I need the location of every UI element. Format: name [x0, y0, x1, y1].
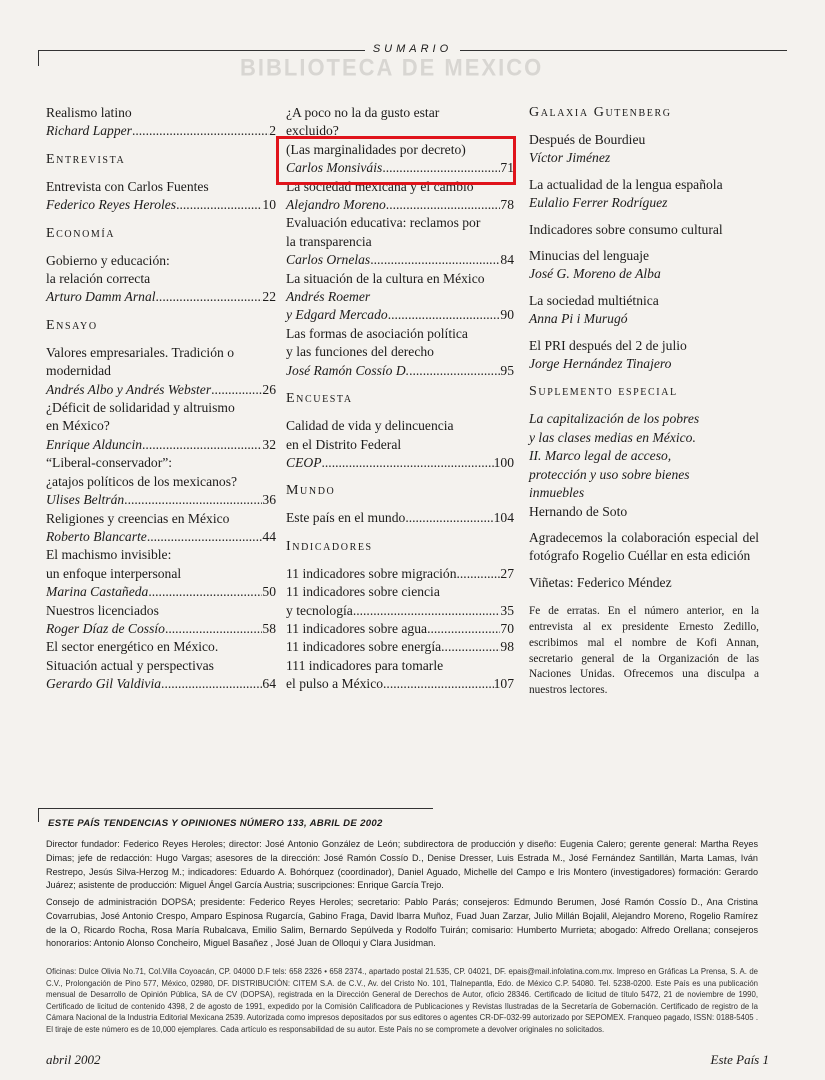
entry-title: Las formas de asociación política: [286, 325, 468, 341]
entry-title: “Liberal-conservador”:: [46, 455, 173, 471]
section-heading: Entrevista: [46, 151, 126, 167]
entry-title: el pulso a México: [286, 676, 384, 692]
entry-page: 22: [262, 289, 276, 305]
section-heading: Economía: [46, 225, 116, 241]
entry-title: un enfoque interpersonal: [46, 565, 182, 581]
entry-author: Gerardo Gil Valdivia: [46, 676, 162, 692]
entry-title: en México?: [46, 418, 110, 434]
toc-entry[interactable]: [286, 325, 514, 380]
entry-title: Nuestros licenciados: [46, 602, 159, 618]
entry-author: Roger Díaz de Cossío: [46, 620, 165, 636]
entry-page: 100: [493, 454, 514, 470]
entry-title: Indicadores sobre consumo cultural: [529, 221, 723, 237]
section-heading: Galaxia Gutenberg: [529, 105, 672, 120]
toc-entry[interactable]: [286, 620, 514, 638]
section-heading: Mundo: [286, 483, 336, 499]
entry-page: 70: [500, 620, 514, 636]
entry-page: 95: [500, 362, 514, 378]
entry-title: 111 indicadores para tomarle: [286, 657, 444, 673]
entry-page: 36: [262, 492, 276, 508]
entry-title: ¿A poco no la da gusto estar: [286, 105, 440, 120]
toc-entry[interactable]: [286, 657, 514, 694]
section-heading: Indicadores: [286, 538, 373, 554]
entry-title: la relación correcta: [46, 271, 151, 287]
entry-title: ¿Déficit de solidaridad y altruismo: [46, 400, 235, 416]
entry-page: 50: [262, 584, 276, 600]
entry-title: Situación actual y perspectivas: [46, 657, 214, 673]
entry-title: La actualidad de la lengua española: [529, 176, 723, 192]
entry-author: Eulalio Ferrer Rodríguez: [529, 195, 668, 211]
footer-rule-tick: [38, 808, 39, 822]
highlight-box: [276, 136, 516, 185]
entry-author: José Ramón Cossío D.: [286, 362, 410, 378]
entry-author: Federico Reyes Heroles: [46, 197, 177, 213]
toc-entry[interactable]: [46, 546, 276, 601]
toc-entry[interactable]: [529, 410, 759, 520]
toc-entry[interactable]: [529, 247, 759, 284]
entry-title: inmuebles: [529, 485, 585, 501]
entry-page: 2: [269, 123, 276, 139]
entry-author: Anna Pi i Murugó: [529, 311, 628, 327]
entry-author: Hernando de Soto: [529, 503, 628, 519]
toc-entry[interactable]: [286, 565, 514, 583]
entry-author: Alejandro Moreno: [286, 197, 386, 213]
entry-title: 11 indicadores sobre ciencia: [286, 584, 440, 600]
entry-title: y tecnología: [286, 602, 353, 618]
toc-entry[interactable]: [529, 221, 759, 239]
entry-title: La sociedad mexicana y el cambio: [286, 178, 474, 194]
toc-entry[interactable]: [286, 509, 514, 527]
entry-author: Andrés Albo y Andrés Webster: [46, 381, 212, 397]
entry-author: Roberto Blancarte: [46, 528, 147, 544]
entry-author: Carlos Monsiváis: [286, 160, 383, 176]
entry-page: 26: [262, 381, 276, 397]
toc-entry[interactable]: [529, 337, 759, 374]
entry-title: en el Distrito Federal: [286, 436, 402, 452]
entry-author: y Edgard Mercado: [286, 307, 388, 323]
entry-title: La sociedad multiétnica: [529, 292, 659, 308]
entry-title: 11 indicadores sobre agua: [286, 620, 428, 636]
legal-notice: Oficinas: Dulce Olivia No.71, Col.Villa Coyoacán, CP. 04000 D.F tels: 658 2326 • 658 2374., apartado postal 21.535, CP. 04021, DF. epais@mail.infolatina.com.mx. Impreso en Gráficas La Prensa, S. A. de C.V., Prolongación de Pino 577, México, 02980, DF. DISTRIBUCIÓN: CITEM S.A. de C.V., Av. del Cristo No. 101, Tlalnepantla, Edo. de México C.P. 54080. Tel. 5238-0200. Este País es una publicación mensual de Desarrollo de Opinión Pública, SA de CV (DOPSA), registrada en la Dirección General de Derechos de Autor, oficio 28346. Certificado de licitud de título 5472, 21 de noviembre de 1990, Certificado de licitud de contenido 4398, 2 de agosto de 1991, expedido por la Comisión Calificadora de Publicaciones y Revistas Ilustradas de la Secretaría de Gobernación. Certificado de registro de la Cámara Nacional de la Industria Editorial Mexicana 2539. Autorizada como impresos depositados por sus editores o agentes CR-DF-032-99 autorizado por SEPOMEX. Franqueo pagado, ISSN: 0188-5405 . El tiraje de este número es de 10,000 ejemplares. Cada artículo es responsabilidad de su autor. Este País no se compromete a devolver originales no solicitados.: [46, 967, 758, 1034]
toc-entry[interactable]: [286, 638, 514, 656]
entry-title: y las clases medias en México.: [529, 429, 696, 445]
toc-entry[interactable]: [529, 292, 759, 329]
entry-title: Evaluación educativa: reclamos por: [286, 215, 481, 231]
entry-author: José G. Moreno de Alba: [529, 266, 661, 282]
vinetas-credit: Viñetas: Federico Méndez: [529, 574, 672, 590]
entry-title: y las funciones del derecho: [286, 344, 434, 360]
entry-title: ¿atajos políticos de los mexicanos?: [46, 473, 238, 489]
entry-title: Este país en el mundo: [286, 510, 406, 526]
entry-title: La capitalización de los pobres: [529, 411, 700, 427]
page-number: Este País 1: [710, 1052, 769, 1067]
issue-date: abril 2002: [46, 1052, 101, 1067]
entry-title: (Las marginalidades por decreto): [286, 141, 466, 157]
entry-title: Calidad de vida y delincuencia: [286, 418, 454, 434]
toc-entry[interactable]: [46, 252, 276, 307]
entry-title: Valores empresariales. Tradición o: [46, 344, 235, 360]
entry-author: CEOP: [286, 454, 322, 470]
entry-author: Richard Lapper: [46, 123, 132, 139]
toc-entry[interactable]: [46, 399, 276, 454]
toc-entry[interactable]: [286, 417, 514, 472]
entry-title: 11 indicadores sobre migración: [286, 565, 457, 581]
board-credits: Consejo de administración DOPSA; presidente: Federico Reyes Heroles; secretario: Pablo Parás; consejeros: Edmundo Berumen, José Ramón Cossío D., Ana Cristina Covarrubias, José Antonio Crespo, Amparo Espinosa Rugarcía, Gabino Fraga, David Ibarra Muñoz, Fuad Juan Zarzar, Julio Millán Bojalil, Alejandro Moreno, Rogelio Ramírez de la O, Ricardo Rocha, Rosa María Rubalcava, Emilio Salim, Bernardo Sepúlveda y Rodolfo Tuirán; comisario: Humberto Murrieta; abogado: Alfredo Orellana; consejeros honorarios: Antonio Alonso Concheiro, Miguel Basañez , José Juan de Olloqui y Clara Jusidman.: [46, 897, 758, 949]
entry-author: Enrique Alduncin: [46, 436, 143, 452]
entry-page: 98: [500, 639, 514, 655]
entry-title: 11 indicadores sobre energía: [286, 639, 442, 655]
stamp-ghost-text: BIBLIOTECA DE MEXICO: [240, 53, 544, 82]
entry-page: 58: [262, 620, 276, 636]
toc-entry[interactable]: [529, 176, 759, 213]
toc-entry[interactable]: [286, 270, 514, 325]
entry-title: Entrevista con Carlos Fuentes: [46, 178, 209, 194]
entry-page: 35: [500, 602, 514, 618]
entry-page: 64: [262, 676, 276, 692]
entry-title: modernidad: [46, 363, 111, 379]
entry-author: Jorge Hernández Tinajero: [529, 356, 672, 372]
page-title: SUMARIO: [0, 43, 825, 55]
entry-author: Carlos Ornelas: [286, 252, 371, 268]
toc-entry[interactable]: [46, 344, 276, 399]
entry-page: 107: [493, 676, 514, 692]
entry-author: Arturo Damm Arnal: [46, 289, 156, 305]
entry-title: La situación de la cultura en México: [286, 270, 485, 286]
entry-title: Realismo latino: [46, 105, 132, 120]
masthead-title: ESTE PAÍS TENDENCIAS Y OPINIONES NÚMERO 133, ABRIL DE 2002: [48, 818, 383, 829]
errata-note: Fe de erratas. En el número anterior, en la entrevista al ex presidente Ernesto Zedillo, escribimos mal el nombre de Kofi Annan, secretario general de la Organización de las Naciones Unidas. Ofrecemos una disculpa a nuestros lectores.: [529, 605, 759, 697]
section-heading: Encuesta: [286, 391, 353, 407]
toc-column-2: [286, 104, 514, 694]
entry-page: 84: [500, 252, 514, 268]
section-heading: Suplemento especial: [529, 384, 678, 400]
entry-title: Después de Bourdieu: [529, 132, 646, 147]
entry-title: la transparencia: [286, 233, 372, 249]
entry-page: 71: [500, 160, 514, 176]
entry-page: 10: [262, 197, 276, 213]
entry-title: Religiones y creencias en México: [46, 510, 230, 526]
toc-entry[interactable]: [286, 214, 514, 269]
entry-page: 78: [500, 197, 514, 213]
toc-entry[interactable]: [46, 454, 276, 509]
toc-entry[interactable]: [46, 638, 276, 693]
footer-rule: [38, 808, 433, 809]
entry-title: protección y uso sobre bienes: [529, 466, 690, 482]
toc-entry[interactable]: [46, 178, 276, 215]
entry-page: 27: [500, 565, 514, 581]
entry-title: Gobierno y educación:: [46, 252, 170, 268]
entry-title: Minucias del lenguaje: [529, 248, 650, 264]
entry-title: El sector energético en México.: [46, 639, 219, 655]
toc-entry[interactable]: [286, 583, 514, 620]
entry-author: Ulises Beltrán: [46, 492, 125, 508]
entry-page: 32: [262, 436, 276, 452]
entry-title: II. Marco legal de acceso,: [529, 448, 672, 464]
entry-author: Víctor Jiménez: [529, 150, 611, 166]
entry-title: excluido?: [286, 123, 339, 139]
toc-entry[interactable]: [46, 510, 276, 547]
entry-author: Andrés Roemer: [286, 289, 371, 305]
entry-title: El machismo invisible:: [46, 547, 172, 563]
entry-page: 44: [262, 528, 276, 544]
entry-title: El PRI después del 2 de julio: [529, 337, 687, 353]
section-heading: Ensayo: [46, 317, 98, 333]
toc-entry[interactable]: [46, 104, 276, 141]
toc-entry[interactable]: [46, 602, 276, 639]
thanks-note: Agradecemos la colaboración especial del fotógrafo Rogelio Cuéllar en esta edición: [529, 529, 759, 564]
entry-author: Marina Castañeda: [46, 584, 149, 600]
toc-column-3: [529, 104, 759, 699]
toc-entry[interactable]: [529, 131, 759, 168]
entry-page: 104: [493, 510, 514, 526]
entry-page: 90: [500, 307, 514, 323]
toc-column-1: [46, 104, 276, 694]
staff-credits: Director fundador: Federico Reyes Heroles; director: José Antonio González de León; subdirectora de producción y diseño: Eugenia Calero; gerente general: Martha Reyes Dimas; jefe de redacción: Hugo Vargas; asesores de la dirección: José Ramón Cossío D., Denise Dresser, Luis Estrada M., José Fernández Santillán, Marta Lamas, Iván Restrepo, Jesús Silva-Herzog M.; indicadores: Eduardo A. Bohórquez (coordinador), Daniel Aguado, Michelle del Campo e Iris Montero (investigadores) formación: Gerardo Juárez; asistente de producción: Miguel Ángel García Austria; suscripciones: Enrique García Trejo.: [46, 839, 758, 891]
